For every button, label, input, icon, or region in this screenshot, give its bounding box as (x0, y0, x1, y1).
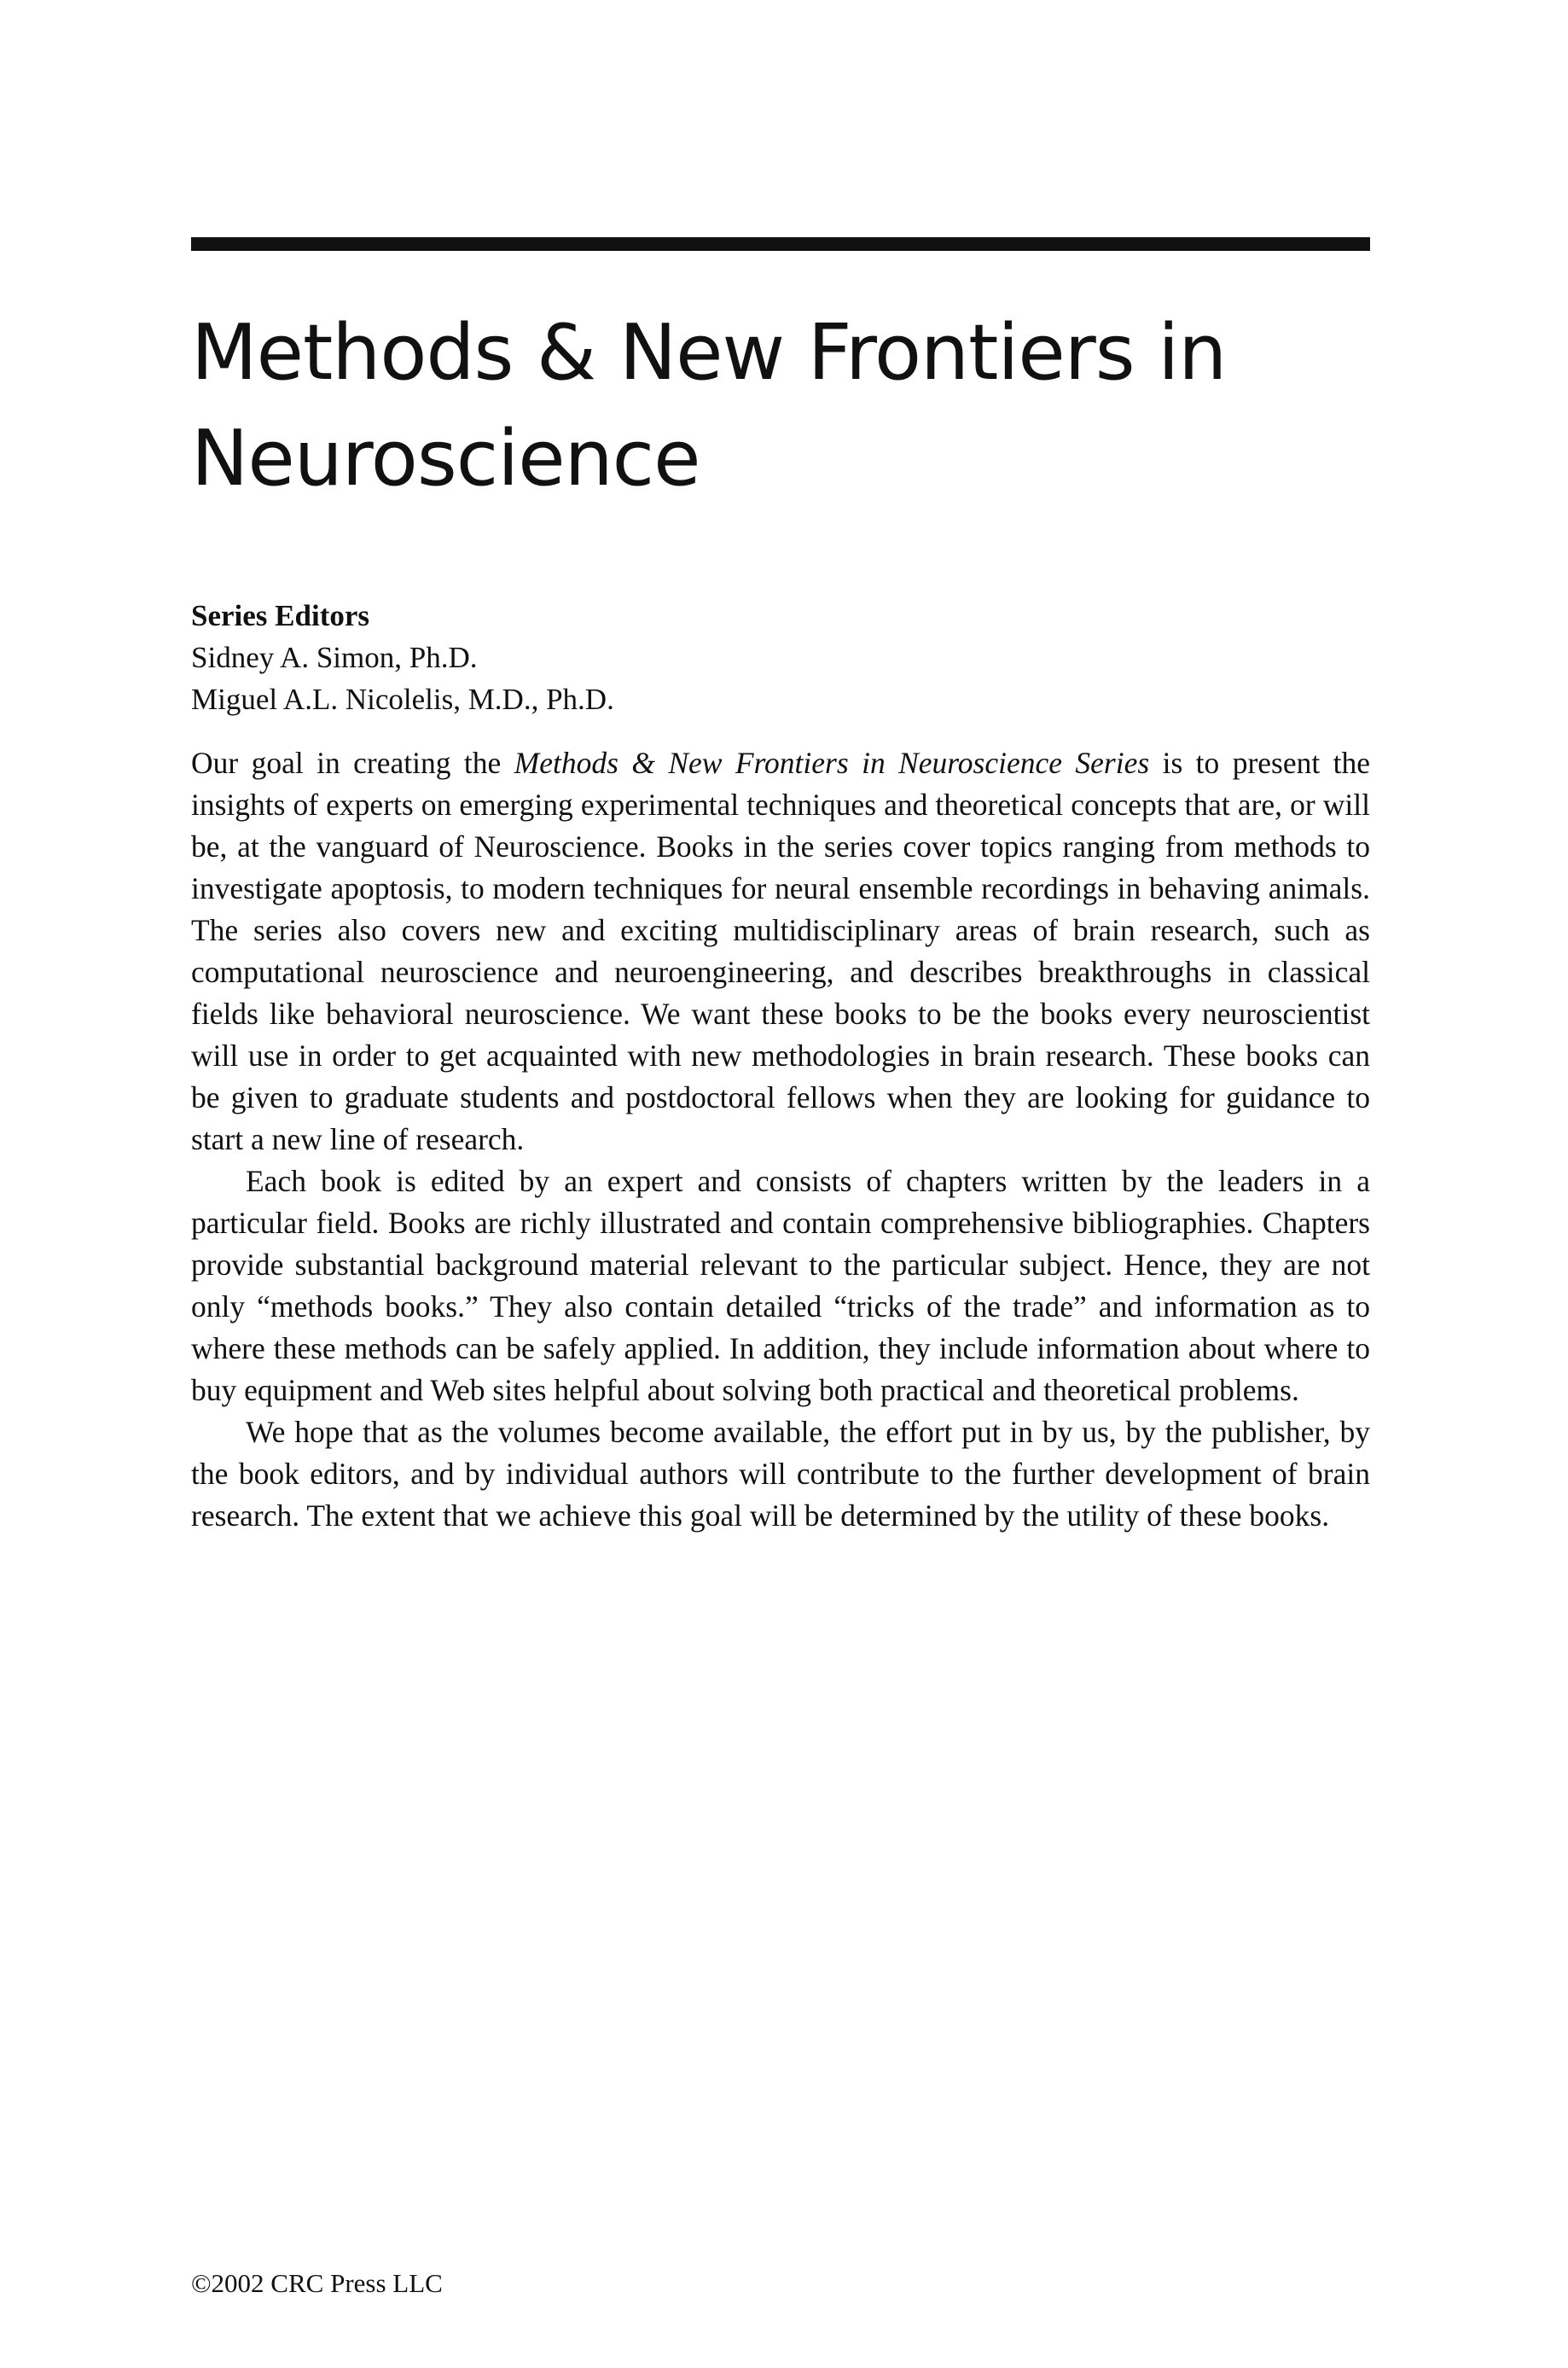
series-editors-heading: Series Editors (191, 599, 370, 632)
series-name-italic: Methods & New Frontiers in Neuroscience Series (514, 746, 1150, 780)
paragraph-hope: We hope that as the volumes become available, the effort put in by us, by the publisher, by the book editors, and by individual authors will contribute to the further development of brain research. The extent that we achieve this goal will be determined by the utility of these books. (191, 1415, 1370, 1533)
paragraph-goal-rest: is to present the insights of experts on emerging experimental techniques and theoretical concepts that are, or will be, at the vanguard of Neuroscience. Books in the series cover topics ranging from methods to investigate apoptosis, to modern techniques for neural ensemble recordings in behaving animals. The series also covers new and exciting multidisciplinary areas of brain research, such as computational neuroscience and neuroengineering, and describes breakthroughs in classical fields like behavioral neuroscience. We want these books to be the books every neuroscientist will use in order to get acquainted with new methodologies in brain research. These books can be given to graduate students and postdoctoral fellows when they are looking for guidance to start a new line of research. (191, 746, 1370, 1156)
copyright-footer: ©2002 CRC Press LLC (191, 2268, 443, 2298)
top-rule (191, 237, 1370, 251)
series-description (191, 742, 1370, 1537)
series-editors (191, 595, 1370, 720)
paragraph-goal-lead: Our goal in creating the (191, 746, 514, 780)
series-title: Methods & New Frontiers in Neuroscience (191, 308, 1227, 503)
editor-name: Sidney A. Simon, Ph.D. (191, 641, 478, 674)
editor-name: Miguel A.L. Nicolelis, M.D., Ph.D. (191, 683, 614, 716)
paragraph-book-structure: Each book is edited by an expert and consists of chapters written by the leaders in a particular field. Books are richly illustrated and contain comprehensive bibliographies. Chapters provide substantial background material relevant to the particular subject. Hence, they are not only “methods books.” They also contain detailed “tricks of the trade” and information as to where these methods can be safely applied. In addition, they include information about where to buy equipment and Web sites helpful about solving both practical and theoretical problems. (191, 1164, 1370, 1407)
paragraph-goal (191, 742, 1370, 1161)
